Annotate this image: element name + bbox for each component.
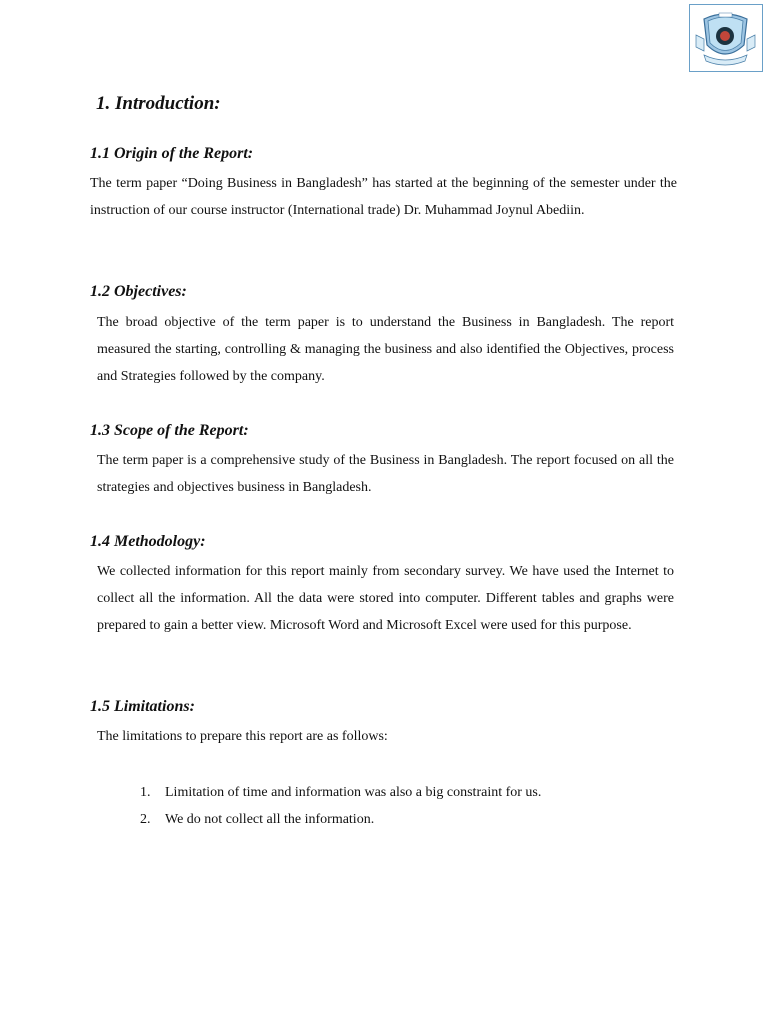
section-title-objectives: 1.2 Objectives: [90,283,187,300]
section-paragraph-limitations: The limitations to prepare this report are as follows: [97,729,388,744]
list-item-number: 2. [140,812,151,827]
list-item [140,779,541,806]
section-title-scope: 1.3 Scope of the Report: [90,422,249,439]
limitations-list [140,779,541,833]
section-title-origin: 1.1 Origin of the Report: [90,145,254,162]
section-paragraph-scope: The term paper is a comprehensive study of the Business in Bangladesh. The report focused on all the strategies and objectives business in Bangladesh. [97,453,674,495]
list-item-text: We do not collect all the information. [165,812,375,827]
crest-icon [690,5,761,70]
section-paragraph-methodology: We collected information for this report mainly from secondary survey. We have used the Internet to collect all the information. All the data were stored into computer. Different tables and graphs were prepared to gain a better view. Microsoft Word and Microsoft Excel were used for this purpose. [97,564,674,633]
university-logo [689,4,763,72]
section-paragraph-origin: The term paper “Doing Business in Bangladesh” has started at the beginning of the semester under the instruction of our course instructor (International trade) Dr. Muhammad Joynul Abediin. [90,176,677,218]
section-title-methodology: 1.4 Methodology: [90,533,206,550]
list-item-number: 1. [140,785,151,800]
list-item-text: Limitation of time and information was also a big constraint for us. [165,785,542,800]
chapter-heading: 1. Introduction: [96,93,221,114]
section-paragraph-objectives: The broad objective of the term paper is to understand the Business in Bangladesh. The report measured the starting, controlling & managing the business and also identified the Objectives, process and Strategies followed by the company. [97,315,674,384]
list-item [140,806,541,833]
section-title-limitations: 1.5 Limitations: [90,698,195,715]
